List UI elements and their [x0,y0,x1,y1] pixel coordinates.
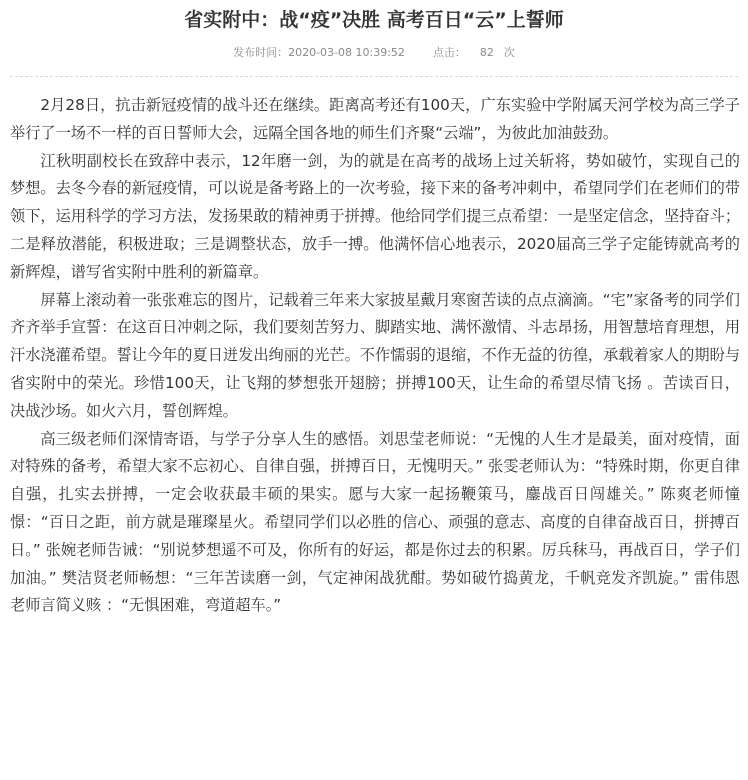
article-body [10,92,740,620]
article-title: 省实附中：战“疫”决胜 高考百日“云”上誓师 [184,9,564,31]
paragraph-2: 江秋明副校长在致辞中表示，12年磨一剑，为的就是在高考的战场上过关斩将，势如破竹，实现自己的梦想。去冬今春的新冠疫情，可以说是备考路上的一次考验，接下来的备考冲刺中，希望同学们在老师们的带领下，运用科学的学习方法，发扬果敢的精神勇于拼搏。他给同学们提三点希望：一是坚定信念，坚持奋斗；二是释放潜能，积极进取；三是调整状态，放手一搏。他满怀信心地表示，2020届高三学子定能铸就高考的新辉煌，谱写省实附中胜利的新篇章。 [10,151,740,281]
publish-time-label: 发布时间： [233,46,289,59]
views-unit: 次 [503,46,515,59]
paragraph-1: 2月28日，抗击新冠疫情的战斗还在继续。距离高考还有100天，广东实验中学附属天河学校为高三学子举行了一场不一样的百日誓师大会，远隔全国各地的师生们齐聚“云端”，为彼此加油鼓劲。 [10,96,740,142]
meta-divider [10,76,738,77]
views-label: 点击： [432,46,466,59]
paragraph-4: 高三级老师们深情寄语，与学子分享人生的感悟。刘思莹老师说：“无愧的人生才是最美，面对疫情，面对特殊的备考，希望大家不忘初心、自律自强，拼搏百日，无愧明天。” 张雯老师认为：“特殊时期，你更自律自强，扎实去拼搏，一定会收获最丰硕的果实。愿与大家一起扬鞭策马，鏖战百日闯雄关。” 陈爽老师憧憬：“百日之距，前方就是璀璨星火。希望同学们以必胜的信心、顽强的意志、高度的自律奋战百日，拼搏百日。” 张婉老师告诫：“别说梦想遥不可及，你所有的好运，都是你过去的积累。厉兵秣马，再战百日，学子们加油。” 樊洁贤老师畅想：“三年苦读磨一剑，气定神闲战犹酣。势如破竹捣黄龙，千帆竞发齐凯旋。” 雷伟恩老师言简义赅 ：“无惧困难，弯道超车。” [10,429,740,615]
article-meta [0,44,748,62]
views-count: 82 [479,46,494,59]
paragraph-3: 屏幕上滚动着一张张难忘的图片，记载着三年来大家披星戴月寒窗苦读的点点滴滴。“宅”家备考的同学们齐齐举手宣誓：在这百日冲刺之际，我们要刻苦努力、脚踏实地、满怀激情、斗志昂扬，用智慧培育理想，用汗水浇灌希望。誓让今年的夏日迸发出绚丽的光芒。不作懦弱的退缩，不作无益的彷徨，承载着家人的期盼与省实附中的荣光。珍惜100天，让飞翔的梦想张开翅膀；拼搏100天，让生命的希望尽情飞扬 。苦读百日，决战沙场。如火六月，誓创辉煌。 [10,290,740,420]
publish-time-value: 2020-03-08 10:39:52 [288,46,405,59]
